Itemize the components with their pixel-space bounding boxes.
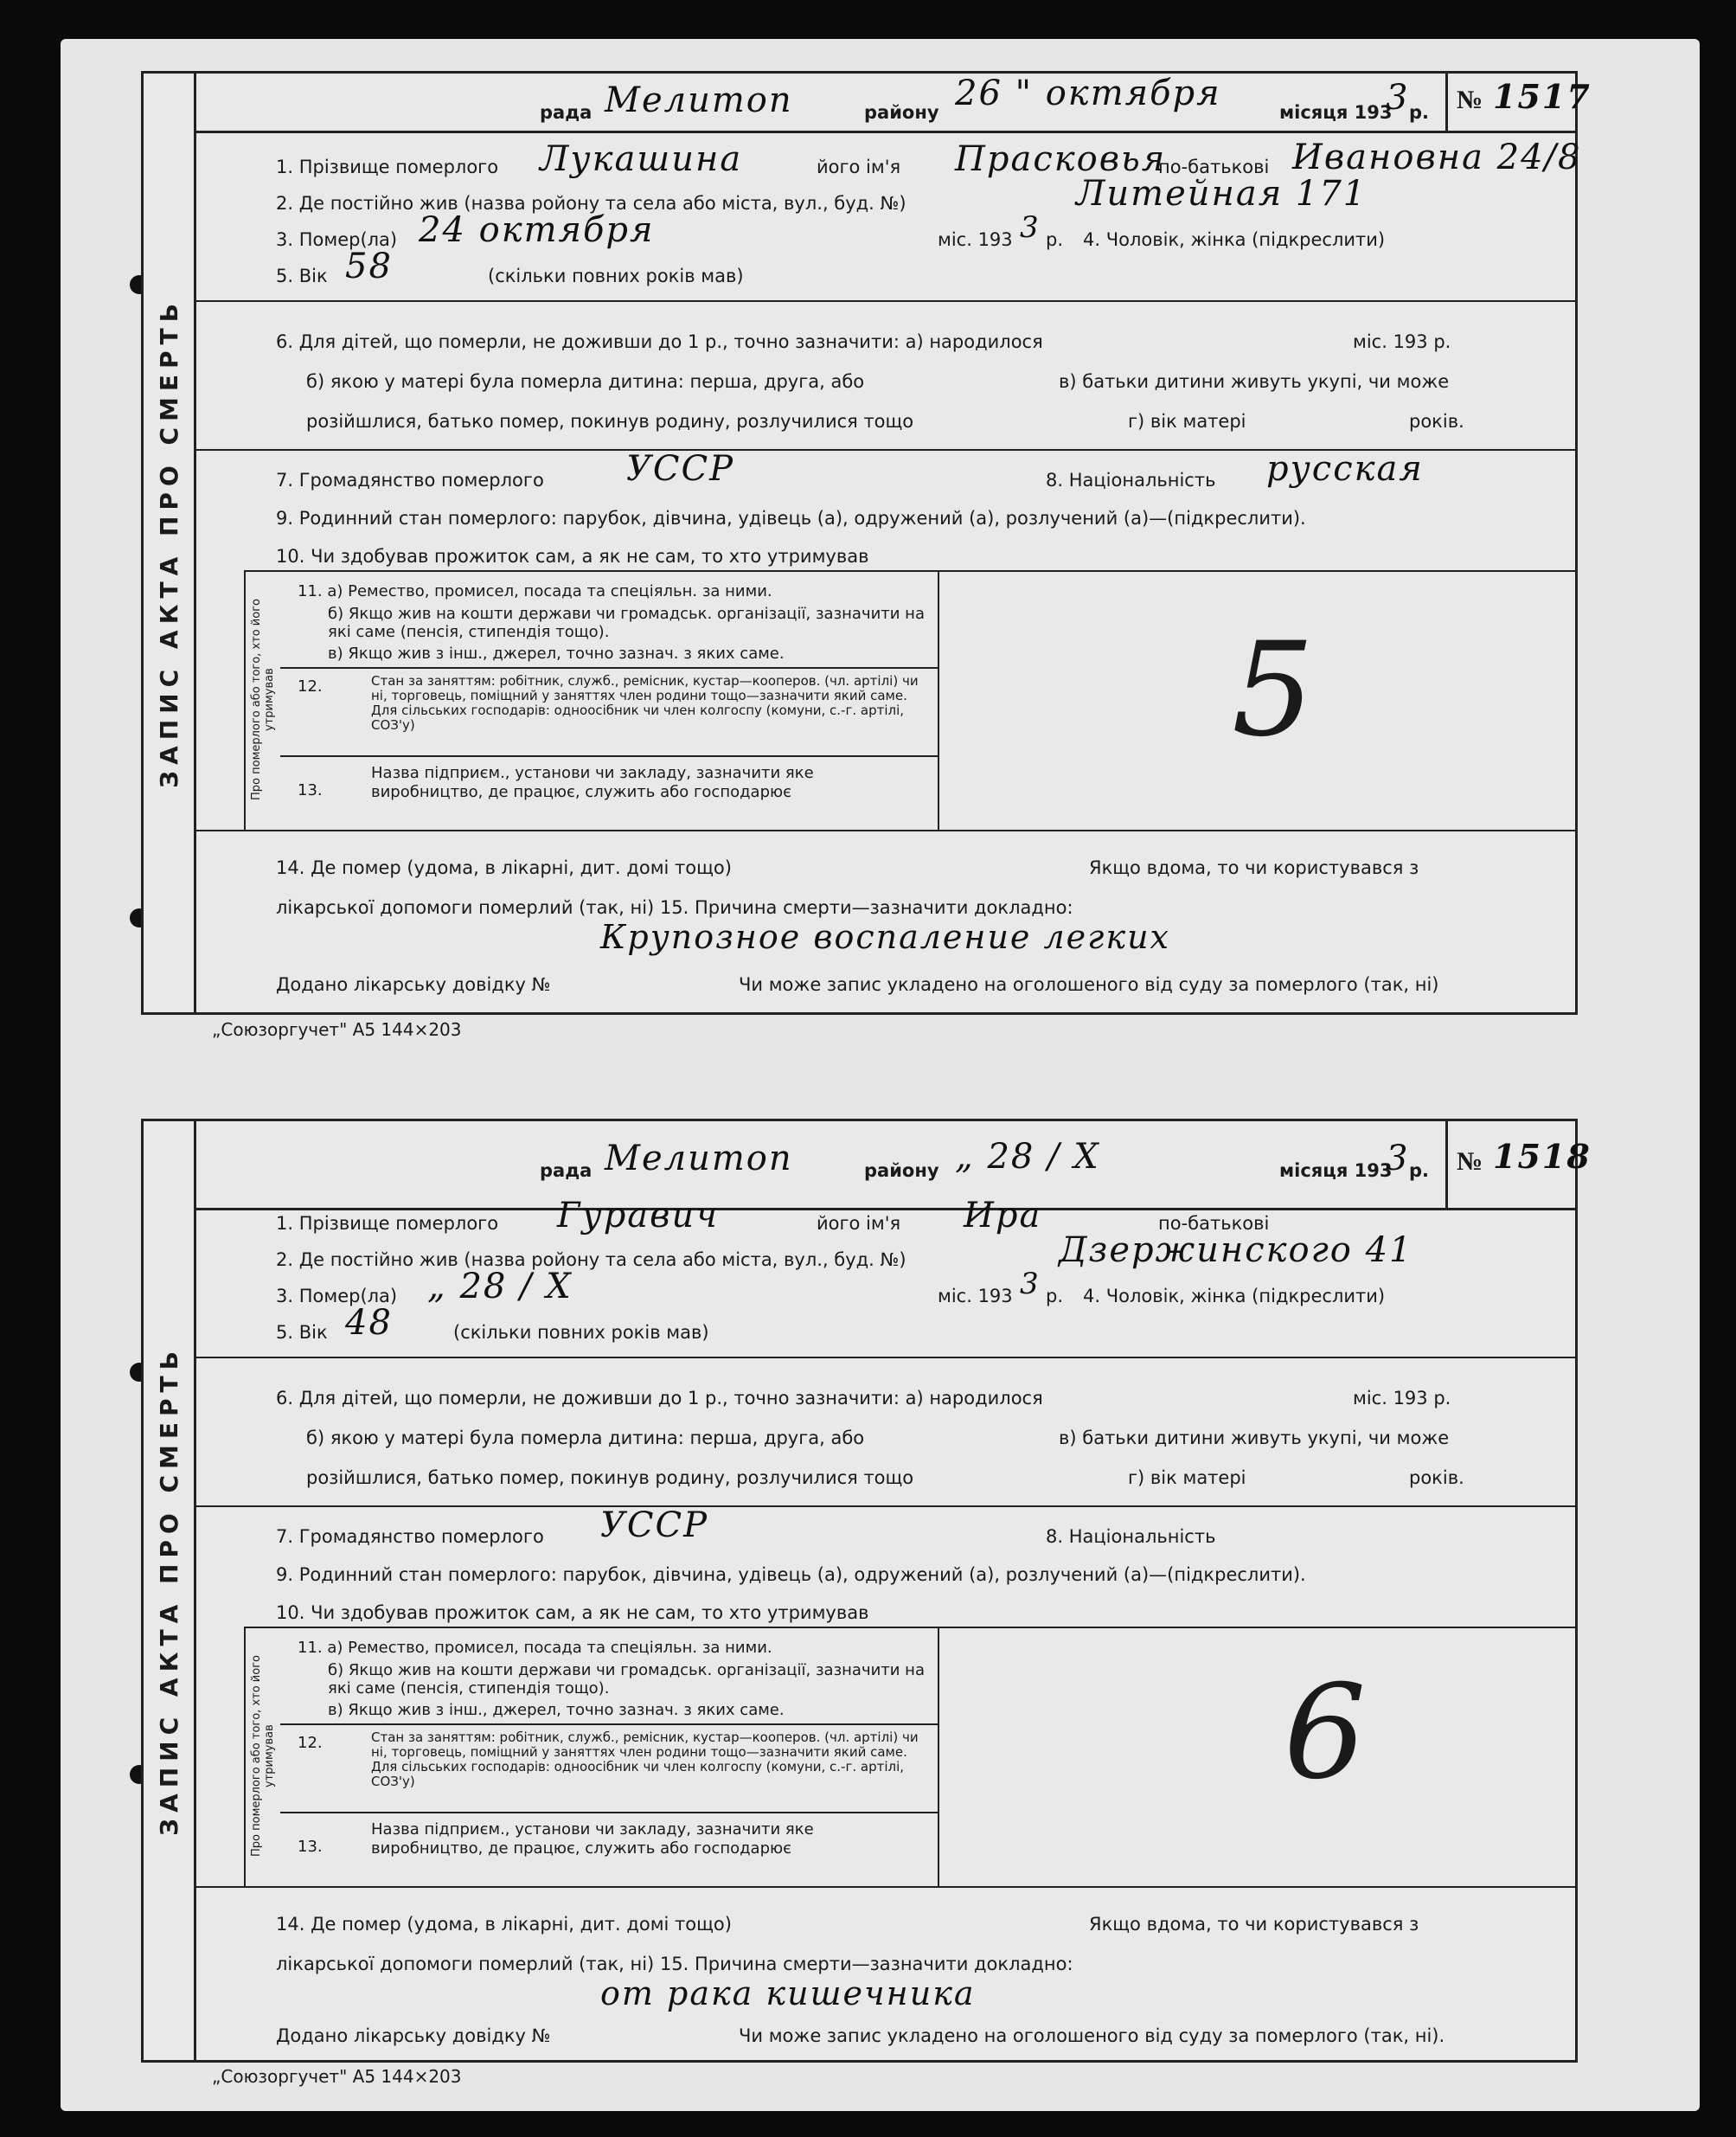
field-13-num: 13. — [298, 781, 323, 799]
r-label: р. — [1409, 102, 1430, 123]
field-6b-label: б) якою у матері була померла дитина: перша, друга, або — [306, 371, 865, 392]
rada-value: Мелитоп — [605, 1139, 793, 1178]
field-4-label: 4. Чоловік, жінка (підкреслити) — [1083, 1286, 1386, 1306]
citizenship-value: УССР — [626, 449, 735, 489]
rada-value: Мелитоп — [605, 80, 793, 120]
address-value: Дзержинского 41 — [1059, 1230, 1413, 1270]
patronymic-value: Ивановна 24/8 — [1292, 138, 1582, 177]
field-6b-tail: в) батьки дитини живуть укупі, чи може — [1059, 1428, 1450, 1448]
field-3-r: р. — [1046, 1286, 1064, 1306]
field-14b-label: лікарської допомоги померлий (так, ні) 15. Причина смерти—зазначити докладно: — [276, 897, 1073, 918]
year-value: 3 — [1386, 78, 1410, 118]
field-16-label: Додано лікарську довідку № — [276, 974, 551, 995]
inner-divider — [244, 570, 246, 830]
field-6c-label: розійшлися, батько помер, покинув родину, розлучилися тощо — [306, 411, 914, 432]
death-year-value: 3 — [1020, 1267, 1041, 1301]
field-1-label: 1. Прізвище померлого — [276, 157, 499, 177]
surname-value: Лукашина — [540, 139, 743, 179]
field-14b-label: лікарської допомоги померлий (так, ні) 15. Причина смерти—зазначити докладно: — [276, 1954, 1073, 1974]
year-value: 3 — [1386, 1139, 1410, 1178]
age-value: 58 — [345, 247, 393, 286]
rada-label: рада — [540, 1160, 593, 1181]
divider — [194, 1357, 1575, 1358]
form-body — [194, 1196, 1575, 2060]
print-footer: „Союзоргучет" А5 144×203 — [212, 2066, 462, 2087]
field-12-num: 12. — [298, 1734, 323, 1752]
field-5-tail: (скільки повних років мав) — [488, 266, 744, 286]
divider — [244, 570, 1575, 572]
field-3-label: 3. Помер(ла) — [276, 1286, 398, 1306]
field-2-label: 2. Де постійно жив (назва ройону та села або міста, вул., буд. №) — [276, 1249, 906, 1270]
r-label: р. — [1409, 1160, 1430, 1181]
inner-divider — [244, 1627, 246, 1886]
field-5-label: 5. Вік — [276, 266, 328, 286]
field-5-tail: (скільки повних років мав) — [453, 1322, 709, 1343]
number-label: № — [1457, 86, 1483, 114]
field-13: Назва підприєм., установи чи закладу, зазначити яке виробництво, де працює, служить або господарює — [371, 1820, 814, 1858]
field-3-r: р. — [1046, 229, 1064, 250]
field-14-label: 14. Де помер (удома, в лікарні, дит. домі тощо) — [276, 857, 732, 878]
record-number-box — [1445, 74, 1592, 131]
inner-side-label: Про померлого або того, хто його утримував — [250, 1655, 276, 1857]
name-label: його ім'я — [817, 1213, 901, 1234]
field-11a: 11. а) Ремество, промисел, посада та спеціяльн. за ними. — [298, 582, 772, 600]
field-11c: в) Якщо жив з інш., джерел, точно зазнач. з яких саме. — [328, 645, 785, 663]
field-14-label: 14. Де помер (удома, в лікарні, дит. домі тощо) — [276, 1914, 732, 1935]
field-6c-label: розійшлися, батько помер, покинув родину, розлучилися тощо — [306, 1467, 914, 1488]
field-8-label: 8. Національність — [1046, 1526, 1216, 1547]
field-14-tail: Якщо вдома, то чи користувався з — [1089, 1914, 1419, 1935]
field-8-label: 8. Національність — [1046, 470, 1216, 491]
divider — [280, 755, 938, 757]
month-label: місяця 193 — [1279, 1160, 1393, 1181]
field-6b-label: б) якою у матері була померла дитина: перша, друга, або — [306, 1428, 865, 1448]
death-record-form-2 — [141, 1119, 1592, 2063]
age-value: 48 — [345, 1303, 393, 1343]
field-14-tail: Якщо вдома, то чи користувався з — [1089, 857, 1419, 878]
field-3-month: міс. 193 — [938, 1286, 1013, 1306]
handwritten-code: 5 — [1232, 615, 1315, 766]
citizenship-value: УССР — [600, 1505, 709, 1545]
date-value: 26 " октября — [955, 74, 1221, 113]
field-6c-mid: г) вік матері — [1128, 1467, 1246, 1488]
divider — [280, 1723, 938, 1725]
divider — [194, 1886, 1575, 1888]
number-label: № — [1457, 1147, 1483, 1176]
form-side-label: ЗАПИС АКТА ПРО СМЕРТЬ — [144, 74, 196, 1012]
field-4-label: 4. Чоловік, жінка (підкреслити) — [1083, 229, 1386, 250]
field-12: Стан за заняттям: робітник, служб., ремісник, кустар—кооперов. (чл. артілі) чи ні, торговець, поміщний у заняттях член родини тощо—зазначити який саме. Для сільських господарів: одноосібник чи член колгоспу (комуни, с.-г. артілі, СОЗ'у) — [371, 1729, 919, 1789]
field-2-label: 2. Де постійно жив (назва ройону та села або міста, вул., буд. №) — [276, 193, 906, 214]
divider — [194, 300, 1575, 302]
cause-of-death-value: от рака кишечника — [600, 1974, 976, 2012]
field-6a-tail: міс. 193 р. — [1353, 331, 1451, 352]
record-number: 1518 — [1493, 1137, 1592, 1176]
inner-side-label: Про померлого або того, хто його утримував — [250, 599, 276, 800]
field-3-label: 3. Помер(ла) — [276, 229, 398, 250]
field-10-label: 10. Чи здобував прожиток сам, а як не сам, то хто утримував — [276, 1602, 869, 1623]
field-11c: в) Якщо жив з інш., джерел, точно зазнач. з яких саме. — [328, 1701, 785, 1719]
patronymic-label: по-батькові — [1158, 1213, 1270, 1234]
death-date-value: „ 28 / X — [427, 1267, 573, 1306]
inner-divider — [938, 1627, 939, 1886]
field-6b-tail: в) батьки дитини живуть укупі, чи може — [1059, 371, 1450, 392]
record-number-box — [1445, 1121, 1592, 1208]
form-side-label: ЗАПИС АКТА ПРО СМЕРТЬ — [144, 1121, 196, 2060]
field-6a-label: 6. Для дітей, що померли, не доживши до 1 р., точно зазначити: а) народилося — [276, 1388, 1043, 1409]
address-value: Литейная 171 — [1076, 174, 1368, 214]
name-value: Ира — [964, 1196, 1042, 1235]
death-date-value: 24 октября — [419, 210, 655, 250]
field-10-label: 10. Чи здобував прожиток сам, а як не сам, то хто утримував — [276, 546, 869, 567]
field-3-month: міс. 193 — [938, 229, 1013, 250]
inner-divider — [938, 570, 939, 830]
name-value: Прасковья — [955, 139, 1167, 179]
divider — [194, 830, 1575, 831]
form-body — [194, 131, 1582, 1012]
surname-value: Гуравич — [557, 1196, 720, 1235]
field-6a-tail: міс. 193 р. — [1353, 1388, 1451, 1409]
field-16-label: Додано лікарську довідку № — [276, 2025, 551, 2046]
rayon-label: району — [864, 102, 939, 123]
field-11b: б) Якщо жив на кошти держави чи громадськ. організації, зазначити на які саме (пенсія, стипендія тощо). — [328, 1661, 925, 1697]
divider — [194, 1505, 1575, 1507]
field-6c-mid: г) вік матері — [1128, 411, 1246, 432]
print-footer: „Союзоргучет" А5 144×203 — [212, 1019, 462, 1040]
record-number: 1517 — [1493, 77, 1592, 116]
name-label: його ім'я — [817, 157, 901, 177]
field-13: Назва підприєм., установи чи закладу, зазначити яке виробництво, де працює, служить або господарює — [371, 764, 814, 801]
date-value: „ 28 / X — [955, 1137, 1100, 1177]
cause-of-death-value: Крупозное воспаление легких — [600, 918, 1170, 956]
nationality-value: русская — [1266, 449, 1424, 489]
form-header — [194, 74, 1592, 133]
field-16-tail: Чи може запис укладено на оголошеного від суду за померлого (так, ні). — [739, 2025, 1445, 2046]
field-9-label: 9. Родинний стан померлого: парубок, дівчина, удівець (а), одружений (а), розлучений (а)—(підкреслити). — [276, 1564, 1306, 1585]
month-label: місяця 193 — [1279, 102, 1393, 123]
field-12: Стан за заняттям: робітник, служб., ремісник, кустар—кооперов. (чл. артілі) чи ні, торговець, поміщний у заняттях член родини тощо—зазначити який саме. Для сільських господарів: одноосібник чи член колгоспу (комуни, с.-г. артілі, СОЗ'у) — [371, 673, 919, 733]
divider — [244, 1627, 1575, 1628]
field-6a-label: 6. Для дітей, що померли, не доживши до 1 р., точно зазначити: а) народилося — [276, 331, 1043, 352]
field-7-label: 7. Громадянство померлого — [276, 470, 544, 491]
form-header — [194, 1121, 1592, 1210]
handwritten-code: 6 — [1284, 1658, 1367, 1808]
field-1-label: 1. Прізвище померлого — [276, 1213, 499, 1234]
death-year-value: 3 — [1020, 210, 1041, 245]
field-11b: б) Якщо жив на кошти держави чи громадськ. організації, зазначити на які саме (пенсія, стипендія тощо). — [328, 605, 925, 641]
field-5-label: 5. Вік — [276, 1322, 328, 1343]
rada-label: рада — [540, 102, 593, 123]
divider — [280, 667, 938, 669]
field-16-tail: Чи може запис укладено на оголошеного від суду за померлого (так, ні) — [739, 974, 1439, 995]
rayon-label: району — [864, 1160, 939, 1181]
death-record-form-1 — [141, 71, 1592, 1015]
patronymic-label: по-батькові — [1158, 157, 1270, 177]
divider — [280, 1812, 938, 1813]
field-12-num: 12. — [298, 677, 323, 696]
field-13-num: 13. — [298, 1838, 323, 1856]
field-7-label: 7. Громадянство померлого — [276, 1526, 544, 1547]
field-6c-tail: років. — [1409, 1467, 1464, 1488]
field-6c-tail: років. — [1409, 411, 1464, 432]
field-11a: 11. а) Ремество, промисел, посада та спеціяльн. за ними. — [298, 1639, 772, 1657]
field-9-label: 9. Родинний стан померлого: парубок, дівчина, удівець (а), одружений (а), розлучений (а)—(підкреслити). — [276, 508, 1306, 529]
